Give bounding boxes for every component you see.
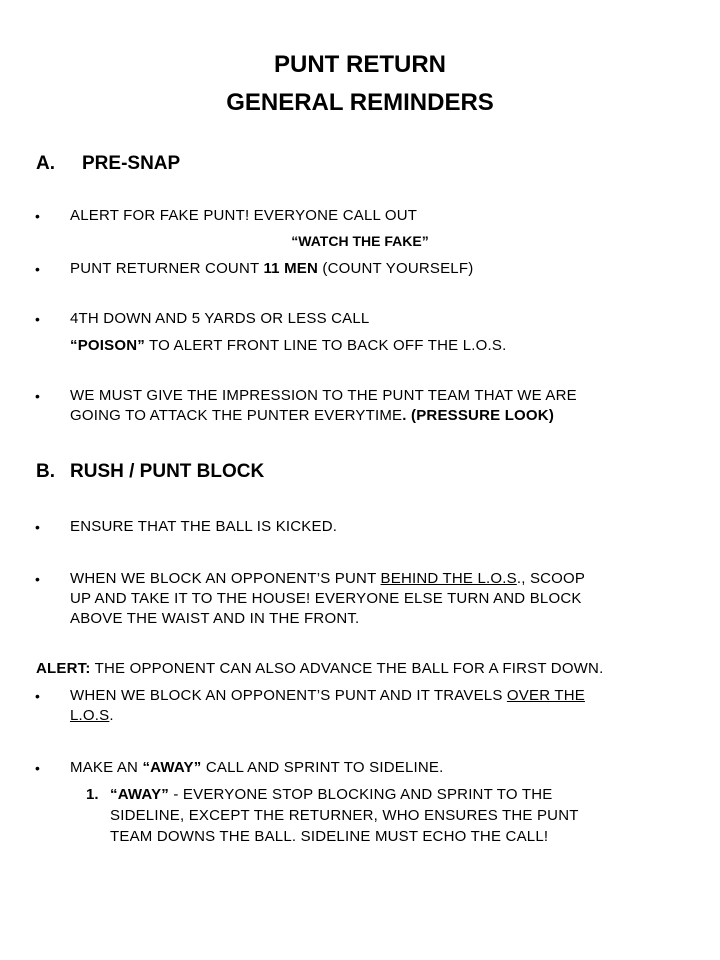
count-line — [70, 259, 473, 279]
pressure-look-bold: (PRESSURE LOOK) — [406, 407, 555, 424]
poison-bold: “POISON” — [70, 337, 145, 354]
section-b-heading — [36, 460, 264, 484]
away-def-rest: - EVERYONE STOP BLOCKING AND SPRINT TO THE — [169, 786, 553, 803]
bullet-icon: • — [35, 760, 40, 776]
away-call-line — [70, 758, 443, 778]
away-call-bold: “AWAY” — [142, 759, 202, 776]
impression-dot: . — [402, 407, 407, 424]
bullet-icon: • — [35, 208, 40, 224]
section-b-title: RUSH / PUNT BLOCK — [70, 461, 265, 482]
block-over-line-2 — [70, 706, 114, 726]
block-behind-line-2: UP AND TAKE IT TO THE HOUSE! EVERYONE ELSE TURN AND BLOCK — [70, 590, 582, 607]
bullet-icon: • — [35, 571, 40, 587]
fake-punt-line-1: ALERT FOR FAKE PUNT! EVERYONE CALL OUT — [70, 207, 418, 224]
bullet-icon: • — [35, 261, 40, 277]
alert-line — [36, 659, 603, 679]
section-b-letter: B. — [36, 461, 55, 482]
alert-bold: ALERT: — [36, 660, 91, 677]
section-a-title: PRE-SNAP — [82, 153, 181, 174]
bullet-icon: • — [35, 311, 40, 327]
block-over-post: . — [109, 707, 114, 724]
title-line-2: GENERAL REMINDERS — [226, 89, 494, 116]
away-def-bold: “AWAY” — [110, 786, 169, 803]
behind-los-underline: BEHIND THE L.O.S — [380, 570, 517, 587]
fake-punt-line-2: “WATCH THE FAKE” — [291, 233, 429, 249]
over-the-underline: OVER THE — [506, 687, 585, 704]
away-def-number: 1. — [86, 786, 99, 803]
ensure-line: ENSURE THAT THE BALL IS KICKED. — [70, 518, 338, 535]
section-a-heading — [36, 152, 180, 176]
block-behind-pre: WHEN WE BLOCK AN OPPONENT’S PUNT — [70, 570, 381, 587]
block-over-line-1 — [70, 686, 585, 706]
fourth-down-line-2 — [70, 336, 506, 356]
away-call-post: CALL AND SPRINT TO SIDELINE. — [201, 759, 444, 776]
away-def-line-2: SIDELINE, EXCEPT THE RETURNER, WHO ENSURES THE PUNT — [110, 807, 579, 824]
count-post: (COUNT YOURSELF) — [318, 260, 474, 277]
block-behind-post: ., SCOOP — [516, 570, 586, 587]
impression-line-2 — [70, 406, 554, 426]
block-behind-line-3: ABOVE THE WAIST AND IN THE FRONT. — [70, 610, 360, 627]
section-a-letter: A. — [36, 153, 55, 174]
alert-rest: THE OPPONENT CAN ALSO ADVANCE THE BALL FOR A FIRST DOWN. — [90, 660, 604, 677]
bullet-icon: • — [35, 519, 40, 535]
fourth-down-line-1: 4TH DOWN AND 5 YARDS OR LESS CALL — [70, 310, 370, 327]
count-pre: PUNT RETURNER COUNT — [70, 260, 264, 277]
impression-line-1: WE MUST GIVE THE IMPRESSION TO THE PUNT TEAM THAT WE ARE — [70, 387, 577, 404]
bullet-icon: • — [35, 688, 40, 704]
count-bold: 11 MEN — [263, 260, 319, 277]
away-def-line-3: TEAM DOWNS THE BALL. SIDELINE MUST ECHO THE CALL! — [110, 828, 549, 845]
bullet-icon: • — [35, 388, 40, 404]
block-over-pre: WHEN WE BLOCK AN OPPONENT’S PUNT AND IT TRAVELS — [70, 687, 507, 704]
impression-pre: GOING TO ATTACK THE PUNTER EVERYTIME — [70, 407, 403, 424]
poison-rest: TO ALERT FRONT LINE TO BACK OFF THE L.O.S. — [144, 337, 507, 354]
away-call-pre: MAKE AN — [70, 759, 143, 776]
title-line-1: PUNT RETURN — [274, 51, 446, 78]
away-def-line-1 — [110, 785, 552, 805]
block-behind-line-1 — [70, 569, 585, 589]
los-underline: L.O.S — [70, 707, 110, 724]
